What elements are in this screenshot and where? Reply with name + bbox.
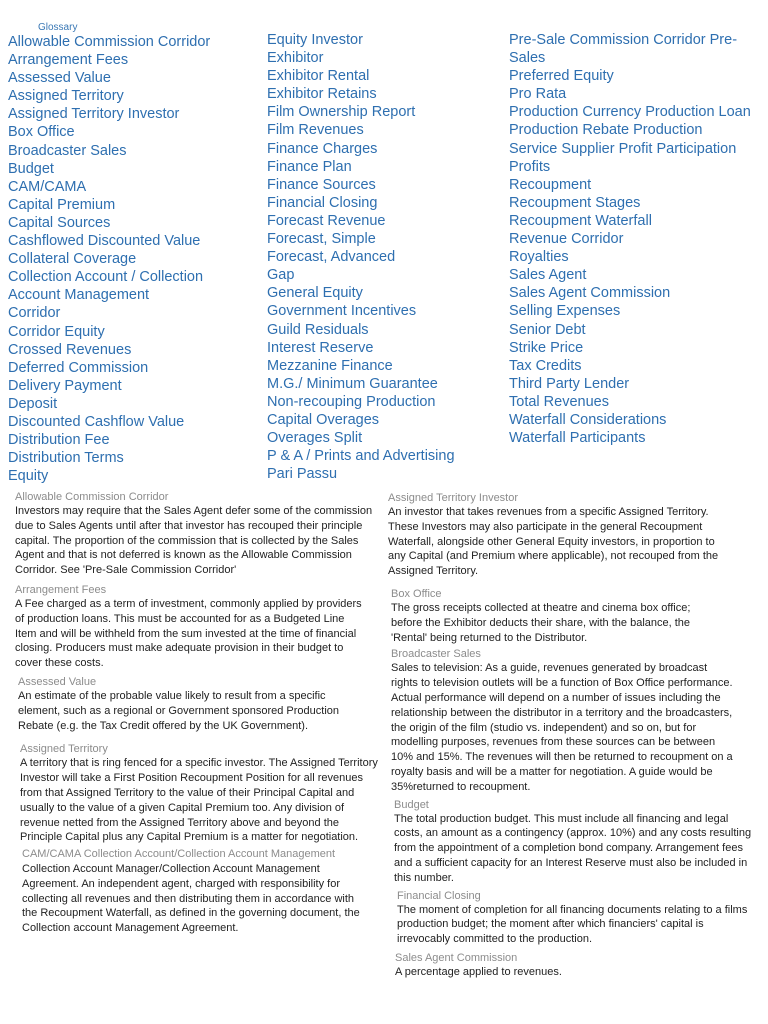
glossary-link-account-management[interactable]: Account Management xyxy=(8,287,150,304)
glossary-link-forecast-revenue[interactable]: Forecast Revenue xyxy=(267,212,386,229)
glossary-link-film-ownership-report[interactable]: Film Ownership Report xyxy=(267,104,416,121)
definition-budget xyxy=(394,798,758,886)
glossary-link-finance-plan[interactable]: Finance Plan xyxy=(267,158,352,175)
glossary-link-total-revenues[interactable]: Total Revenues xyxy=(509,393,609,410)
definition-assigned-territory xyxy=(20,742,380,845)
glossary-link-recoupment-stages[interactable]: Recoupment Stages xyxy=(509,194,641,211)
glossary-link-cashflowed-discounted-value[interactable]: Cashflowed Discounted Value xyxy=(8,233,201,250)
glossary-link-forecast-simple[interactable]: Forecast, Simple xyxy=(267,231,376,248)
definitions-right-column xyxy=(388,491,758,980)
definition-title: Box Office xyxy=(391,587,442,600)
definition-allowable-commission-corridor xyxy=(15,490,380,578)
definitions-left-column xyxy=(15,490,380,936)
glossary-link-film-revenues[interactable]: Film Revenues xyxy=(267,122,364,139)
definition-cam-cama xyxy=(22,847,362,936)
definition-title: Financial Closing xyxy=(397,889,481,902)
definition-body: The moment of completion for all financing documents relating to a films production budget; the moment after which financiers' capital is irrevocably committed to the production. xyxy=(397,903,748,946)
definition-body: The total production budget. This must include all financing and legal costs, an amount as a contingency (approx. 10%) and any costs resulting from the appointment of a completion bond company. Arrangement fees and a sufficient capacity for an Interest Reserve must also be included in this number. xyxy=(394,812,752,884)
definition-title: Sales Agent Commission xyxy=(395,951,518,964)
definition-assessed-value xyxy=(18,675,380,733)
glossary-link-broadcaster-sales[interactable]: Broadcaster Sales xyxy=(8,142,127,159)
definition-financial-closing xyxy=(397,889,758,947)
glossary-link-p-a-prints-and-advertising[interactable]: P & A / Prints and Advertising xyxy=(267,448,455,465)
glossary-link-senior-debt[interactable]: Senior Debt xyxy=(509,321,586,338)
definition-body: An investor that takes revenues from a specific Assigned Territory. These Investors may also participate in the general Recoupment Waterfall, alongside other General Equity investors, in proportion to any Capital (and Premium where applicable), not recouped from the Assigned Territory. xyxy=(388,506,719,578)
glossary-link-assigned-territory-investor[interactable]: Assigned Territory Investor xyxy=(8,106,180,123)
glossary-term-list-1 xyxy=(8,33,258,485)
definition-title: Assigned Territory xyxy=(20,743,108,756)
definition-box-office xyxy=(391,587,758,645)
glossary-link-interest-reserve[interactable]: Interest Reserve xyxy=(267,339,374,356)
glossary-link-capital-sources[interactable]: Capital Sources xyxy=(8,214,111,231)
glossary-link-forecast-advanced[interactable]: Forecast, Advanced xyxy=(267,249,396,266)
glossary-link-equity[interactable]: Equity xyxy=(8,468,49,485)
glossary-link-guild-residuals[interactable]: Guild Residuals xyxy=(267,321,369,338)
glossary-link-delivery-payment[interactable]: Delivery Payment xyxy=(8,377,122,394)
definition-body: Sales to television: As a guide, revenues generated by broadcast rights to television outlets will be a function of Box Office performance. Actual performance will depend on a number of issues including the relationship between the distributor in a territory and the broadcasters, the origin of the film (studio vs. independent) and so on, but for modelling purposes, revenues from these sources can be between 10% and 15%. The revenues will then be returned to recoupment on a royalty basis and will be a matter for negotiation. A guide would be 35%returned to recoupment. xyxy=(391,662,733,793)
glossary-link-revenue-corridor[interactable]: Revenue Corridor xyxy=(509,231,624,248)
glossary-link-exhibitor-retains[interactable]: Exhibitor Retains xyxy=(267,86,377,103)
glossary-link-profits[interactable]: Profits xyxy=(509,158,551,175)
glossary-link-non-recouping-production[interactable]: Non-recouping Production xyxy=(267,393,436,410)
glossary-link-finance-charges[interactable]: Finance Charges xyxy=(267,140,378,157)
glossary-link-royalties[interactable]: Royalties xyxy=(509,249,569,266)
glossary-link-production-rebate-production[interactable]: Production Rebate Production xyxy=(509,122,703,139)
definition-body xyxy=(22,847,362,936)
glossary-link-recoupment[interactable]: Recoupment xyxy=(509,176,592,193)
glossary-link-arrangement-fees[interactable]: Arrangement Fees xyxy=(8,52,129,69)
glossary-link-deferred-commission[interactable]: Deferred Commission xyxy=(8,359,149,376)
definition-body: The gross receipts collected at theatre and cinema box office; before the Exhibitor deducts their share, with the balance, the 'Rental' being returned to the Distributor. xyxy=(391,601,691,644)
glossary-link-budget[interactable]: Budget xyxy=(8,160,54,177)
glossary-link-strike-price[interactable]: Strike Price xyxy=(509,339,584,356)
glossary-link-corridor[interactable]: Corridor xyxy=(8,305,61,322)
glossary-link-preferred-equity[interactable]: Preferred Equity xyxy=(509,68,614,85)
glossary-link-assessed-value[interactable]: Assessed Value xyxy=(8,70,111,87)
glossary-link-allowable-commission-corridor[interactable]: Allowable Commission Corridor xyxy=(8,34,211,50)
definition-body: Investors may require that the Sales Agent defer some of the commission due to Sales Agents until after that investor has recouped their principle capital. The proportion of the commission that is collected by the Sales Agent and that is not deferred is known as the Allowable Commission Corridor. See 'Pre-Sale Commission Corridor' xyxy=(15,505,373,577)
glossary-link-discounted-cashflow-value[interactable]: Discounted Cashflow Value xyxy=(8,413,185,430)
glossary-link-government-incentives[interactable]: Government Incentives xyxy=(267,303,417,320)
glossary-link-financial-closing[interactable]: Financial Closing xyxy=(267,194,378,211)
glossary-link-pari-passu[interactable]: Pari Passu xyxy=(267,466,338,483)
glossary-link-m-g-minimum-guarantee[interactable]: M.G./ Minimum Guarantee xyxy=(267,375,438,392)
definition-body: A percentage applied to revenues. xyxy=(395,965,562,978)
glossary-link-service-supplier-profit-participation[interactable]: Service Supplier Profit Participation xyxy=(509,140,737,157)
glossary-link-pro-rata[interactable]: Pro Rata xyxy=(509,86,567,103)
definition-assigned-territory-investor xyxy=(388,491,758,579)
glossary-link-sales-agent[interactable]: Sales Agent xyxy=(509,267,587,284)
definition-title: Assessed Value xyxy=(18,675,97,688)
glossary-link-box-office[interactable]: Box Office xyxy=(8,124,75,141)
glossary-link-finance-sources[interactable]: Finance Sources xyxy=(267,176,376,193)
glossary-link-corridor-equity[interactable]: Corridor Equity xyxy=(8,323,105,340)
definition-title: Allowable Commission Corridor xyxy=(15,491,169,503)
glossary-link-recoupment-waterfall[interactable]: Recoupment Waterfall xyxy=(509,212,652,229)
definition-title: Broadcaster Sales xyxy=(391,648,481,661)
glossary-term-list-2 xyxy=(267,31,502,483)
definition-body: An estimate of the probable value likely to result from a specific element, such as a regional or Government sponsored Production Rebate (e.g. the Tax Credit offered by the UK Government). xyxy=(18,689,340,732)
glossary-link-capital-overages[interactable]: Capital Overages xyxy=(267,411,380,428)
glossary-link-cam-cama[interactable]: CAM/CAMA xyxy=(8,178,87,195)
definition-title: CAM/CAMA Collection Account/Collection Account Management xyxy=(22,848,336,861)
definition-arrangement-fees xyxy=(15,583,380,671)
glossary-link-mezzanine-finance[interactable]: Mezzanine Finance xyxy=(267,357,393,374)
glossary-link-crossed-revenues[interactable]: Crossed Revenues xyxy=(8,341,132,358)
glossary-link-selling-expenses[interactable]: Selling Expenses xyxy=(509,303,621,320)
glossary-link-production-currency-production-loan[interactable]: Production Currency Production Loan xyxy=(509,104,751,121)
glossary-link-capital-premium[interactable]: Capital Premium xyxy=(8,196,116,213)
definition-title: Arrangement Fees xyxy=(15,583,107,596)
definition-body: A Fee charged as a term of investment, commonly applied by providers of production loans. This must be accounted for as a Budgeted Line Item and will be withheld from the sum invested at the time of financial closing. Producers must make adequate provision in their budget to cover these costs. xyxy=(15,597,362,670)
glossary-link-pre-sale-commission-corridor-pre-sales[interactable]: Pre-Sale Commission Corridor Pre-Sales xyxy=(509,32,738,67)
glossary-link-deposit[interactable]: Deposit xyxy=(8,395,58,412)
glossary-heading: Glossary xyxy=(38,22,78,33)
glossary-link-gap[interactable]: Gap xyxy=(267,267,295,284)
glossary-link-assigned-territory[interactable]: Assigned Territory xyxy=(8,88,124,105)
glossary-link-general-equity[interactable]: General Equity xyxy=(267,285,363,302)
glossary-link-waterfall-participants[interactable]: Waterfall Participants xyxy=(509,430,646,447)
glossary-link-distribution-fee[interactable]: Distribution Fee xyxy=(8,432,110,449)
glossary-link-distribution-terms[interactable]: Distribution Terms xyxy=(8,450,124,467)
definition-body: A territory that is ring fenced for a specific investor. The Assigned Territory Investor will take a First Position Recoupment Position for all revenues from that Assigned Territory to the value of their Principal Capital and usually to the value of a given Capital Premium too. Any division of revenue netted from the Assigned Territory above and beyond the Principle Capital plus any Capital Premium is a matter for negotiation. xyxy=(20,757,378,844)
glossary-link-equity-investor[interactable]: Equity Investor xyxy=(267,32,363,48)
definition-title: Assigned Territory Investor xyxy=(388,492,519,504)
definition-sales-agent-commission xyxy=(395,951,758,980)
glossary-link-tax-credits[interactable]: Tax Credits xyxy=(509,357,582,374)
glossary-link-collateral-coverage[interactable]: Collateral Coverage xyxy=(8,251,137,268)
glossary-link-exhibitor[interactable]: Exhibitor xyxy=(267,50,324,67)
glossary-link-waterfall-considerations[interactable]: Waterfall Considerations xyxy=(509,411,667,428)
glossary-link-exhibitor-rental[interactable]: Exhibitor Rental xyxy=(267,68,370,85)
glossary-link-third-party-lender[interactable]: Third Party Lender xyxy=(509,375,630,392)
glossary-link-sales-agent-commission[interactable]: Sales Agent Commission xyxy=(509,285,671,302)
glossary-link-overages-split[interactable]: Overages Split xyxy=(267,430,363,447)
definition-body-text: Collection Account Manager/Collection Account Management Agreement. An independent agent, charged with responsibility for collecting all revenues and then distributing them in accordance with the Recoupment Waterfall, as defined in the governing document, the Collection account Management Agreement. xyxy=(22,862,360,935)
glossary-link-collection-account-collection[interactable]: Collection Account / Collection xyxy=(8,269,204,286)
definition-title: Budget xyxy=(394,798,429,811)
glossary-term-list-3 xyxy=(509,31,759,447)
definition-broadcaster-sales xyxy=(391,647,758,794)
